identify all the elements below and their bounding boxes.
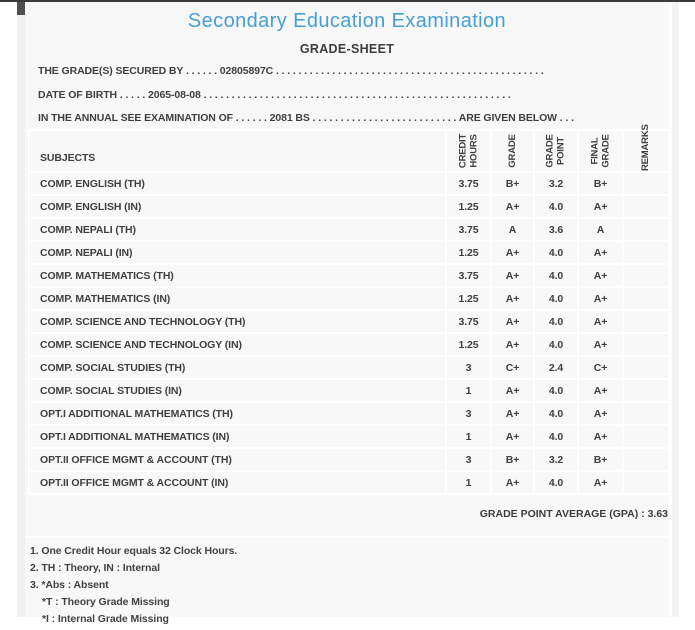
secured-by-label: THE GRADE(S) SECURED BY xyxy=(38,65,184,77)
table-row xyxy=(29,287,669,310)
subject-cell: OPT.II OFFICE MGMT & ACCOUNT (IN) xyxy=(29,471,446,494)
dots: . . . . . . . . . . . . . . . . . . . . . . . . . . . . . . . . . . . . . . . . . . . . . . . . . . . . . . . xyxy=(203,89,511,101)
table-row xyxy=(29,379,669,402)
remarks-cell xyxy=(623,425,669,448)
credit-hours-cell: 1.25 xyxy=(446,195,491,218)
subject-cell: COMP. SCIENCE AND TECHNOLOGY (IN) xyxy=(29,333,446,356)
subjects-column-header: SUBJECTS xyxy=(29,130,446,172)
left-scrollbar-track[interactable] xyxy=(17,2,25,617)
table-row xyxy=(29,241,669,264)
remarks-cell xyxy=(623,356,669,379)
note-line: 3. *Abs : Absent xyxy=(30,579,109,591)
table-row xyxy=(29,310,669,333)
remarks-cell xyxy=(623,471,669,494)
grade-cell: A xyxy=(491,218,534,241)
subject-cell: COMP. SCIENCE AND TECHNOLOGY (TH) xyxy=(29,310,446,333)
grade-cell: A+ xyxy=(491,379,534,402)
final-grade-cell: C+ xyxy=(578,356,623,379)
credit-hours-cell: 3 xyxy=(446,448,491,471)
grade-point-cell: 4.0 xyxy=(534,264,578,287)
grade-cell: A+ xyxy=(491,310,534,333)
right-scrollbar-track[interactable] xyxy=(672,2,679,617)
dots: . . . . . . . . . . . . . . . . . . . . . . . . . . . . . . . . . . . . . . . . . . . . . . . . xyxy=(276,65,544,77)
grade-cell: A+ xyxy=(491,287,534,310)
credit-hours-cell: 1.25 xyxy=(446,241,491,264)
gpa-value: 3.63 xyxy=(647,508,668,520)
grade-cell: A+ xyxy=(491,425,534,448)
grade-cell: A+ xyxy=(491,402,534,425)
grade-point-cell: 4.0 xyxy=(534,471,578,494)
dots: . . . . . . xyxy=(185,65,217,77)
remarks-cell xyxy=(623,241,669,264)
remarks-cell xyxy=(623,287,669,310)
note-line: 2. TH : Theory, IN : Internal xyxy=(30,562,160,574)
note-line: 1. One Credit Hour equals 32 Clock Hours. xyxy=(30,545,238,557)
final-grade-cell: A+ xyxy=(578,241,623,264)
remarks-cell xyxy=(623,402,669,425)
date-of-birth-line xyxy=(38,89,610,103)
subject-cell: COMP. NEPALI (IN) xyxy=(29,241,446,264)
subject-cell: COMP. MATHEMATICS (TH) xyxy=(29,264,446,287)
subject-cell: OPT.I ADDITIONAL MATHEMATICS (TH) xyxy=(29,402,446,425)
final-grade-cell: A+ xyxy=(578,333,623,356)
final-grade-cell: A+ xyxy=(578,264,623,287)
page-title: Secondary Education Examination xyxy=(187,10,507,32)
scrollbar-thumb[interactable] xyxy=(17,2,25,15)
grade-cell: A+ xyxy=(491,471,534,494)
grade-point-cell: 4.0 xyxy=(534,241,578,264)
table-row xyxy=(29,264,669,287)
final-grade-cell: A+ xyxy=(578,195,623,218)
dots: . . . . . xyxy=(119,89,146,101)
grade-point-cell: 4.0 xyxy=(534,310,578,333)
table-row xyxy=(29,448,669,471)
subject-cell: COMP. MATHEMATICS (IN) xyxy=(29,287,446,310)
notes-divider xyxy=(25,536,669,538)
credit-hours-cell: 1.25 xyxy=(446,287,491,310)
final-grade-cell: B+ xyxy=(578,172,623,195)
credit-hours-cell: 3.75 xyxy=(446,310,491,333)
grade-cell: A+ xyxy=(491,264,534,287)
dots: . . . . . . xyxy=(235,112,267,124)
remarks-cell xyxy=(623,379,669,402)
grades-table xyxy=(28,124,670,495)
credit-hours-cell: 3.75 xyxy=(446,172,491,195)
remarks-cell xyxy=(623,195,669,218)
note-line: *I : Internal Grade Missing xyxy=(42,613,169,625)
final-grade-cell: A+ xyxy=(578,379,623,402)
final-grade-cell: A+ xyxy=(578,402,623,425)
remarks-cell xyxy=(623,172,669,195)
table-row xyxy=(29,425,669,448)
grade-cell: A+ xyxy=(491,195,534,218)
grade-sheet-card xyxy=(25,2,669,625)
exam-year-value: 2081 BS xyxy=(269,112,310,124)
gpa-summary xyxy=(28,508,668,520)
symbol-number-value: 02805897C xyxy=(219,65,274,77)
remarks-column-header: REMARKS xyxy=(623,130,669,172)
table-row xyxy=(29,356,669,379)
grade-cell: C+ xyxy=(491,356,534,379)
table-row xyxy=(29,471,669,494)
grade-cell: A+ xyxy=(491,333,534,356)
examination-line xyxy=(38,112,610,126)
grade-column-header: GRADE xyxy=(491,130,534,172)
credit-hours-cell: 1 xyxy=(446,425,491,448)
grade-point-cell: 4.0 xyxy=(534,195,578,218)
subject-cell: COMP. ENGLISH (TH) xyxy=(29,172,446,195)
table-row xyxy=(29,195,669,218)
final-grade-cell: A+ xyxy=(578,425,623,448)
credit-hours-cell: 1 xyxy=(446,471,491,494)
grade-point-cell: 4.0 xyxy=(534,425,578,448)
dots: . . . . . . . . . . . . . . . . . . . . . . . . . . xyxy=(312,112,457,124)
grade-point-cell: 3.6 xyxy=(534,218,578,241)
date-of-birth-value: 2065-08-08 xyxy=(148,89,201,101)
grade-point-cell: 4.0 xyxy=(534,402,578,425)
final-grade-cell: A xyxy=(578,218,623,241)
credit-hours-cell: 1 xyxy=(446,379,491,402)
subject-cell: OPT.I ADDITIONAL MATHEMATICS (IN) xyxy=(29,425,446,448)
grade-cell: B+ xyxy=(491,172,534,195)
final-grade-cell: A+ xyxy=(578,310,623,333)
grade-point-cell: 3.2 xyxy=(534,448,578,471)
table-row xyxy=(29,402,669,425)
table-header-row xyxy=(29,130,669,172)
table-row xyxy=(29,333,669,356)
credit-hours-cell: 3 xyxy=(446,402,491,425)
final-grade-cell: A+ xyxy=(578,287,623,310)
subject-cell: COMP. ENGLISH (IN) xyxy=(29,195,446,218)
subject-cell: COMP. SOCIAL STUDIES (IN) xyxy=(29,379,446,402)
subject-cell: OPT.II OFFICE MGMT & ACCOUNT (TH) xyxy=(29,448,446,471)
grade-point-cell: 4.0 xyxy=(534,379,578,402)
credit-hours-cell: 3.75 xyxy=(446,264,491,287)
remarks-cell xyxy=(623,310,669,333)
credit-hours-cell: 3.75 xyxy=(446,218,491,241)
credit-hours-column-header: CREDIT HOURS xyxy=(446,130,491,172)
final-grade-cell: B+ xyxy=(578,448,623,471)
subject-cell: COMP. NEPALI (TH) xyxy=(29,218,446,241)
grade-point-cell: 3.2 xyxy=(534,172,578,195)
note-line: *T : Theory Grade Missing xyxy=(42,596,170,608)
remarks-cell xyxy=(623,264,669,287)
subject-cell: COMP. SOCIAL STUDIES (TH) xyxy=(29,356,446,379)
credit-hours-cell: 1.25 xyxy=(446,333,491,356)
grade-cell: B+ xyxy=(491,448,534,471)
table-row xyxy=(29,218,669,241)
table-row xyxy=(29,172,669,195)
remarks-cell xyxy=(623,448,669,471)
remarks-cell xyxy=(623,333,669,356)
remarks-cell xyxy=(623,218,669,241)
grade-cell: A+ xyxy=(491,241,534,264)
grade-point-column-header: GRADE POINT xyxy=(534,130,578,172)
date-of-birth-label: DATE OF BIRTH xyxy=(38,89,117,101)
final-grade-cell: A+ xyxy=(578,471,623,494)
secured-by-line xyxy=(38,65,610,79)
credit-hours-cell: 3 xyxy=(446,356,491,379)
grade-point-cell: 4.0 xyxy=(534,333,578,356)
grade-sheet-heading: GRADE-SHEET xyxy=(299,42,395,56)
are-given-below-text: ARE GIVEN BELOW . . . xyxy=(458,112,574,124)
final-grade-column-header: FINAL GRADE xyxy=(578,130,623,172)
grade-point-cell: 4.0 xyxy=(534,287,578,310)
footnotes xyxy=(30,545,650,630)
grade-point-cell: 2.4 xyxy=(534,356,578,379)
examination-label: IN THE ANNUAL SEE EXAMINATION OF xyxy=(38,112,233,124)
gpa-label: GRADE POINT AVERAGE (GPA) : xyxy=(479,508,645,520)
